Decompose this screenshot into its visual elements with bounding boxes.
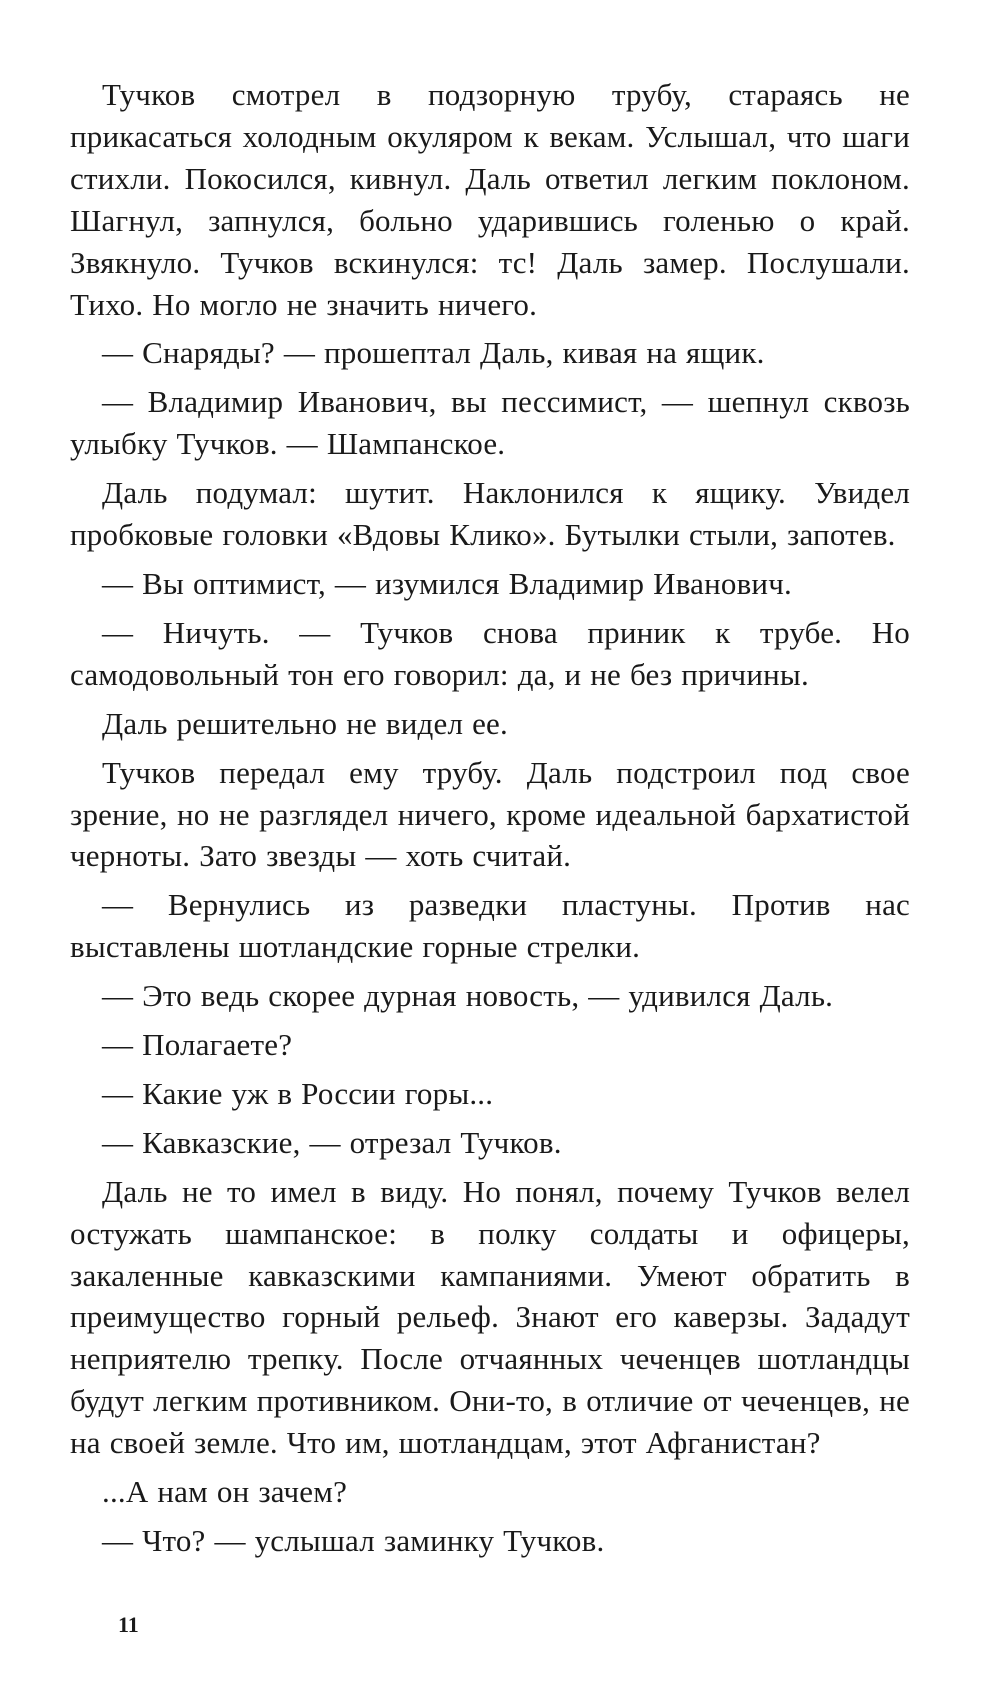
paragraph-9: — Вернулись из разведки пластуны. Против нас выставлены шотландские горные стрелки. [70, 887, 910, 965]
paragraph-15: ...А нам он зачем? [102, 1474, 348, 1510]
paragraph-7: Даль решительно не видел ее. [102, 705, 508, 741]
paragraph-4: Даль подумал: шутит. Наклонился к ящику. Увидел пробковые головки «Вдовы Клико». Бутылки стыли, запотев. [70, 475, 910, 553]
paragraph-14: Даль не то имел в виду. Но понял, почему Тучков велел остужать шампанское: в полку солдаты и офицеры, закаленные кавказскими кампаниями. Умеют обратить в преимущество горный рельеф. Знают его каверзы. Зададут неприятелю трепку. После отчаянных чеченцев шотландцы будут легким противником. Они-то, в отличие от чеченцев, не на своей земле. Что им, шотландцам, этот Афганистан? [70, 1173, 910, 1461]
paragraph-6: — Ничуть. — Тучков снова приник к трубе. Но самодовольный тон его говорил: да, и не без причины. [70, 614, 910, 692]
paragraph-12: — Какие уж в России горы... [102, 1075, 494, 1111]
body-text [70, 74, 910, 1569]
paragraph-5: — Вы оптимист, — изумился Владимир Иванович. [102, 565, 792, 601]
page-number: 11 [118, 1612, 139, 1637]
paragraph-10: — Это ведь скорее дурная новость, — удивился Даль. [102, 978, 834, 1014]
paragraph-13: — Кавказские, — отрезал Тучков. [102, 1124, 562, 1160]
paragraph-11: — Полагаете? [102, 1027, 293, 1063]
paragraph-1: Тучков смотрел в подзорную трубу, стараясь не прикасаться холодным окуляром к векам. Услышал, что шаги стихли. Покосился, кивнул. Даль ответил легким поклоном. Шагнул, запнулся, больно ударившись голенью о край. Звякнуло. Тучков вскинулся: тс! Даль замер. Послушали. Тихо. Но могло не значить ничего. [70, 77, 910, 322]
paragraph-16: — Что? — услышал заминку Тучков. [102, 1523, 605, 1558]
paragraph-3: — Владимир Иванович, вы пессимист, — шепнул сквозь улыбку Тучков. — Шампанское. [70, 384, 910, 462]
paragraph-2: — Снаряды? — прошептал Даль, кивая на ящик. [102, 335, 765, 371]
paragraph-8: Тучков передал ему трубу. Даль подстроил под свое зрение, но не разглядел ничего, кроме идеальной бархатистой черноты. Зато звезды — хоть считай. [70, 754, 910, 874]
